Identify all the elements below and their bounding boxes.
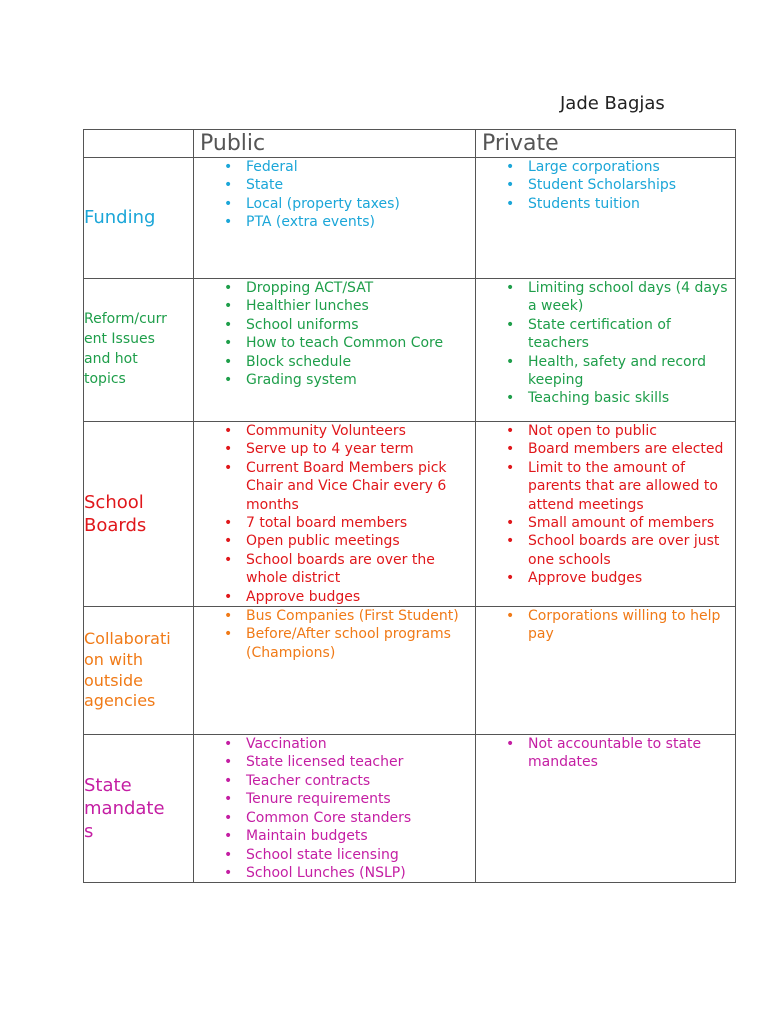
list-item (194, 440, 471, 458)
funding-public-list (194, 158, 475, 232)
list-item (194, 864, 471, 882)
list-item-text: Student Scholarships (528, 177, 677, 194)
bullet-icon: • (506, 459, 515, 476)
cell-reform-private (476, 279, 736, 422)
list-item-text: State (246, 177, 284, 194)
bullet-icon: • (224, 736, 233, 753)
bullet-icon: • (224, 214, 233, 231)
bullet-icon: • (224, 177, 233, 194)
list-item (194, 551, 471, 588)
bullet-icon: • (224, 353, 233, 370)
label-line: on with (84, 649, 143, 669)
boards-private-list (476, 422, 735, 588)
list-item (476, 176, 731, 194)
list-item-text: Maintain budgets (246, 828, 368, 845)
bullet-icon: • (506, 353, 515, 370)
list-item (476, 607, 731, 644)
reform-private-list (476, 279, 735, 408)
label-line: State (84, 774, 132, 796)
list-item-text: Limit to the amount of parents that are allowed to attend meetings (528, 459, 718, 513)
bullet-icon: • (506, 316, 515, 333)
list-item (476, 316, 731, 353)
list-item-text: Small amount of members (528, 515, 715, 532)
list-item (194, 514, 471, 532)
list-item-text: Teaching basic skills (528, 390, 670, 407)
bullet-icon: • (224, 608, 233, 625)
bullet-icon: • (224, 809, 233, 826)
list-item (194, 753, 471, 771)
label-line: outside (84, 670, 143, 690)
list-item (476, 279, 731, 316)
funding-private-list (476, 158, 735, 213)
cell-reform-public (194, 279, 476, 422)
list-item (194, 213, 471, 231)
list-item-text: Large corporations (528, 159, 660, 175)
header-row (84, 130, 736, 158)
bullet-icon: • (506, 608, 515, 625)
bullet-icon: • (224, 335, 233, 352)
bullet-icon: • (224, 441, 233, 458)
bullet-icon: • (224, 551, 233, 568)
list-item-text: Open public meetings (246, 533, 400, 550)
label-line: mandate (84, 797, 165, 819)
label-line: School (84, 491, 144, 513)
list-item (194, 353, 471, 371)
label-line: Funding (84, 207, 156, 229)
collab-public-list (194, 607, 475, 662)
list-item (194, 625, 471, 662)
row-label-school-boards (84, 422, 194, 607)
list-item-text: Vaccination (246, 736, 327, 753)
row-label-reform (84, 279, 194, 422)
author-name: Jade Bagjas (560, 93, 665, 114)
bullet-icon: • (506, 195, 515, 212)
list-item-text: Approve budges (246, 588, 361, 605)
list-item-text: Tenure requirements (246, 791, 391, 808)
list-item-text: 7 total board members (246, 515, 408, 532)
list-item-text: School boards are over the whole district (246, 551, 435, 587)
bullet-icon: • (224, 459, 233, 476)
bullet-icon: • (224, 159, 233, 175)
bullet-icon: • (506, 423, 515, 439)
bullet-icon: • (506, 533, 515, 550)
bullet-icon: • (506, 441, 515, 458)
list-item (194, 176, 471, 194)
bullet-icon: • (224, 515, 233, 532)
list-item (194, 790, 471, 808)
label-line: ent Issues (84, 331, 155, 348)
list-item-text: Approve budges (528, 570, 643, 587)
bullet-icon: • (506, 159, 515, 175)
list-item-text: Students tuition (528, 195, 640, 212)
bullet-icon: • (224, 423, 233, 439)
cell-funding-public (194, 158, 476, 279)
list-item (194, 772, 471, 790)
collab-private-list (476, 607, 735, 644)
row-reform (84, 279, 736, 422)
list-item-text: Not accountable to state mandates (528, 736, 702, 771)
list-item (476, 389, 731, 407)
list-item-text: School boards are over just one schools (528, 533, 720, 568)
row-label-state-mandates (84, 735, 194, 883)
bullet-icon: • (506, 280, 515, 296)
list-item-text: School uniforms (246, 316, 359, 333)
list-item (194, 422, 471, 440)
header-private: Private (476, 130, 736, 158)
label-line: topics (84, 370, 126, 387)
list-item (476, 353, 731, 390)
list-item (476, 735, 731, 772)
list-item (194, 588, 471, 606)
list-item (194, 827, 471, 845)
list-item-text: Before/After school programs (Champions) (246, 626, 451, 661)
list-item (194, 607, 471, 625)
label-line: Collaborati (84, 628, 171, 648)
row-collaboration (84, 607, 736, 735)
bullet-icon: • (224, 533, 233, 550)
cell-boards-private (476, 422, 736, 607)
list-item (476, 422, 731, 440)
row-funding (84, 158, 736, 279)
cell-collab-public (194, 607, 476, 735)
bullet-icon: • (224, 280, 233, 296)
list-item (194, 195, 471, 213)
list-item-text: School state licensing (246, 846, 399, 863)
reform-public-list (194, 279, 475, 389)
row-state-mandates (84, 735, 736, 883)
list-item-text: Healthier lunches (246, 298, 369, 315)
bullet-icon: • (224, 298, 233, 315)
bullet-icon: • (506, 515, 515, 532)
label-line: Reform/curr (84, 311, 167, 328)
comparison-table (83, 129, 736, 883)
row-label-funding (84, 158, 194, 279)
bullet-icon: • (224, 772, 233, 789)
list-item (194, 371, 471, 389)
bullet-icon: • (224, 316, 233, 333)
list-item (476, 532, 731, 569)
list-item (194, 735, 471, 753)
list-item-text: Not open to public (528, 423, 657, 439)
list-item (476, 195, 731, 213)
list-item (476, 440, 731, 458)
list-item-text: State licensed teacher (246, 754, 404, 771)
list-item (194, 809, 471, 827)
list-item (194, 846, 471, 864)
bullet-icon: • (506, 570, 515, 587)
header-public: Public (194, 130, 476, 158)
row-school-boards (84, 422, 736, 607)
list-item-text: Corporations willing to help pay (528, 608, 721, 643)
list-item-text: Serve up to 4 year term (246, 441, 414, 458)
bullet-icon: • (506, 390, 515, 407)
cell-mandates-private (476, 735, 736, 883)
bullet-icon: • (224, 846, 233, 863)
cell-boards-public (194, 422, 476, 607)
bullet-icon: • (224, 372, 233, 389)
list-item (476, 514, 731, 532)
cell-mandates-public (194, 735, 476, 883)
bullet-icon: • (224, 754, 233, 771)
list-item-text: Current Board Members pick Chair and Vice Chair every 6 months (246, 459, 447, 513)
list-item-text: Board members are elected (528, 441, 724, 458)
mandates-public-list (194, 735, 475, 882)
mandates-private-list (476, 735, 735, 772)
list-item (194, 459, 471, 514)
list-item (194, 334, 471, 352)
list-item-text: School Lunches (NSLP) (246, 864, 406, 881)
row-label-collaboration (84, 607, 194, 735)
list-item-text: State certification of teachers (528, 316, 671, 352)
list-item-text: Limiting school days (4 days a week) (528, 280, 728, 315)
list-item (194, 279, 471, 297)
list-item-text: Common Core standers (246, 809, 412, 826)
list-item-text: Teacher contracts (246, 772, 371, 789)
list-item-text: Grading system (246, 372, 357, 389)
bullet-icon: • (224, 791, 233, 808)
cell-collab-private (476, 607, 736, 735)
bullet-icon: • (506, 736, 515, 753)
bullet-icon: • (506, 177, 515, 194)
label-line: Boards (84, 515, 147, 537)
header-empty (84, 130, 194, 158)
list-item-text: Community Volunteers (246, 423, 406, 439)
bullet-icon: • (224, 588, 233, 605)
list-item (476, 459, 731, 514)
list-item-text: Federal (246, 159, 298, 175)
list-item-text: Health, safety and record keeping (528, 353, 707, 389)
list-item-text: Dropping ACT/SAT (246, 280, 374, 296)
list-item-text: Block schedule (246, 353, 352, 370)
label-line: s (84, 821, 94, 843)
list-item (476, 569, 731, 587)
list-item-text: How to teach Common Core (246, 335, 444, 352)
list-item (194, 316, 471, 334)
list-item (194, 158, 471, 176)
list-item (476, 158, 731, 176)
bullet-icon: • (224, 828, 233, 845)
bullet-icon: • (224, 864, 233, 881)
label-line: agencies (84, 691, 156, 711)
bullet-icon: • (224, 626, 233, 643)
label-line: and hot (84, 351, 138, 367)
list-item-text: Bus Companies (First Student) (246, 608, 459, 625)
list-item-text: Local (property taxes) (246, 195, 400, 212)
list-item (194, 297, 471, 315)
cell-funding-private (476, 158, 736, 279)
boards-public-list (194, 422, 475, 606)
list-item-text: PTA (extra events) (246, 214, 375, 231)
list-item (194, 532, 471, 550)
bullet-icon: • (224, 195, 233, 212)
